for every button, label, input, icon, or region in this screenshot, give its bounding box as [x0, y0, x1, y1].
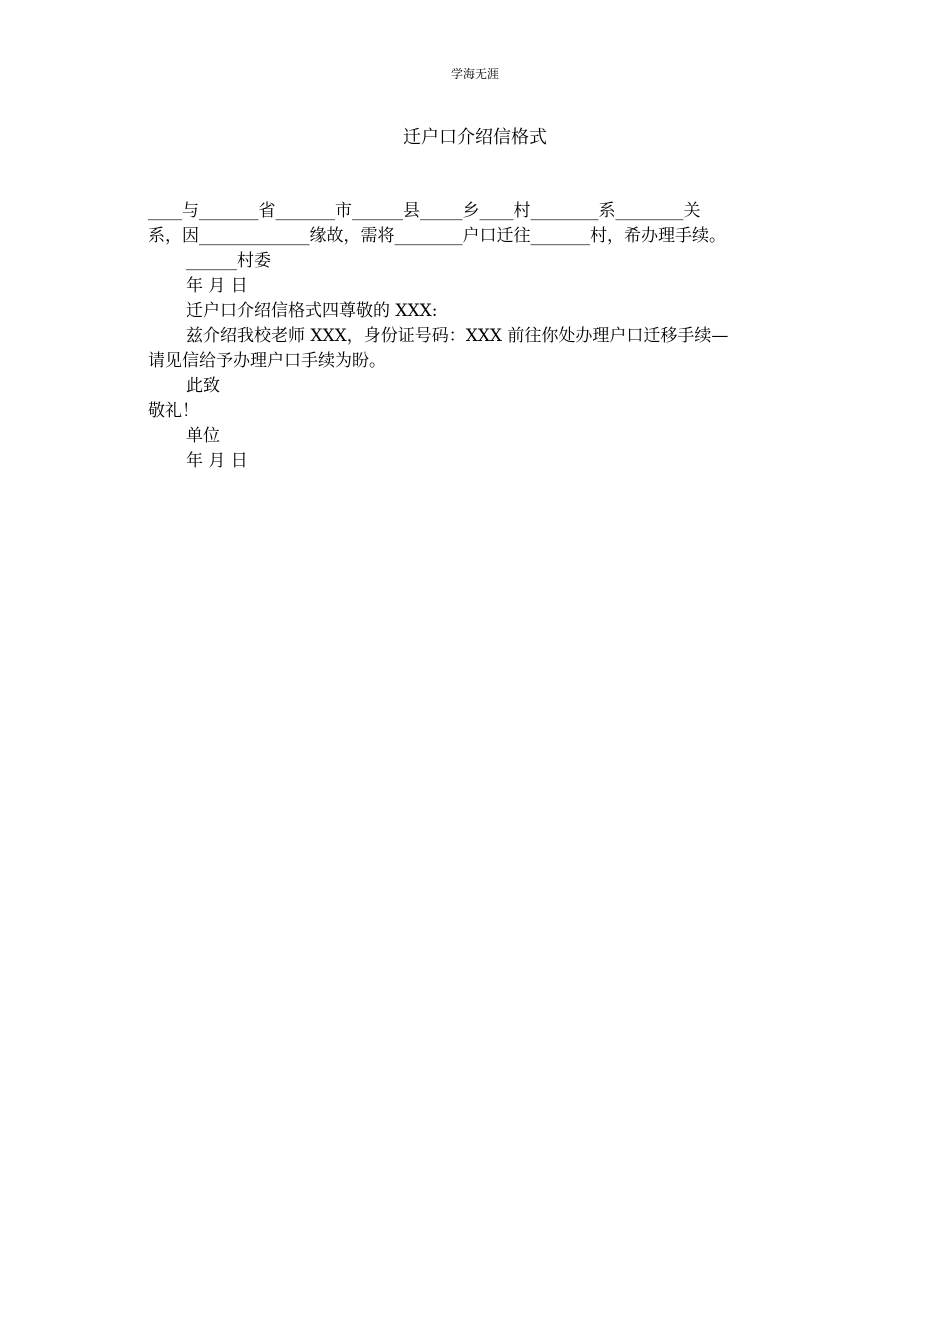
- signature-unit: 单位: [186, 426, 220, 446]
- form-line-relation: ____与_______省_______市______县_____乡____村________系________关: [148, 201, 701, 221]
- closing-jingli: 敬礼！: [148, 401, 199, 421]
- signature-village-committee: ______村委: [186, 251, 271, 271]
- document-body: [148, 199, 796, 474]
- date-line: 年 月 日: [186, 276, 248, 296]
- page-header: 学海无涯: [450, 67, 499, 81]
- closing-cizhi: 此致: [186, 376, 220, 396]
- date-line-final: 年 月 日: [186, 451, 248, 471]
- form-line-reason: 系，因_____________缘故，需将________户口迁往_______村，希办理手续。: [148, 226, 726, 246]
- letter-heading-salutation: 迁户口介绍信格式四尊敬的 XXX:: [186, 301, 438, 321]
- document-title: 迁户口介绍信格式: [403, 127, 547, 148]
- letter-body-line-continued: 请见信给予办理户口手续为盼。: [148, 351, 386, 371]
- letter-body-line: 兹介绍我校老师 XXX，身份证号码：XXX 前往你处办理户口迁移手续—: [186, 326, 729, 346]
